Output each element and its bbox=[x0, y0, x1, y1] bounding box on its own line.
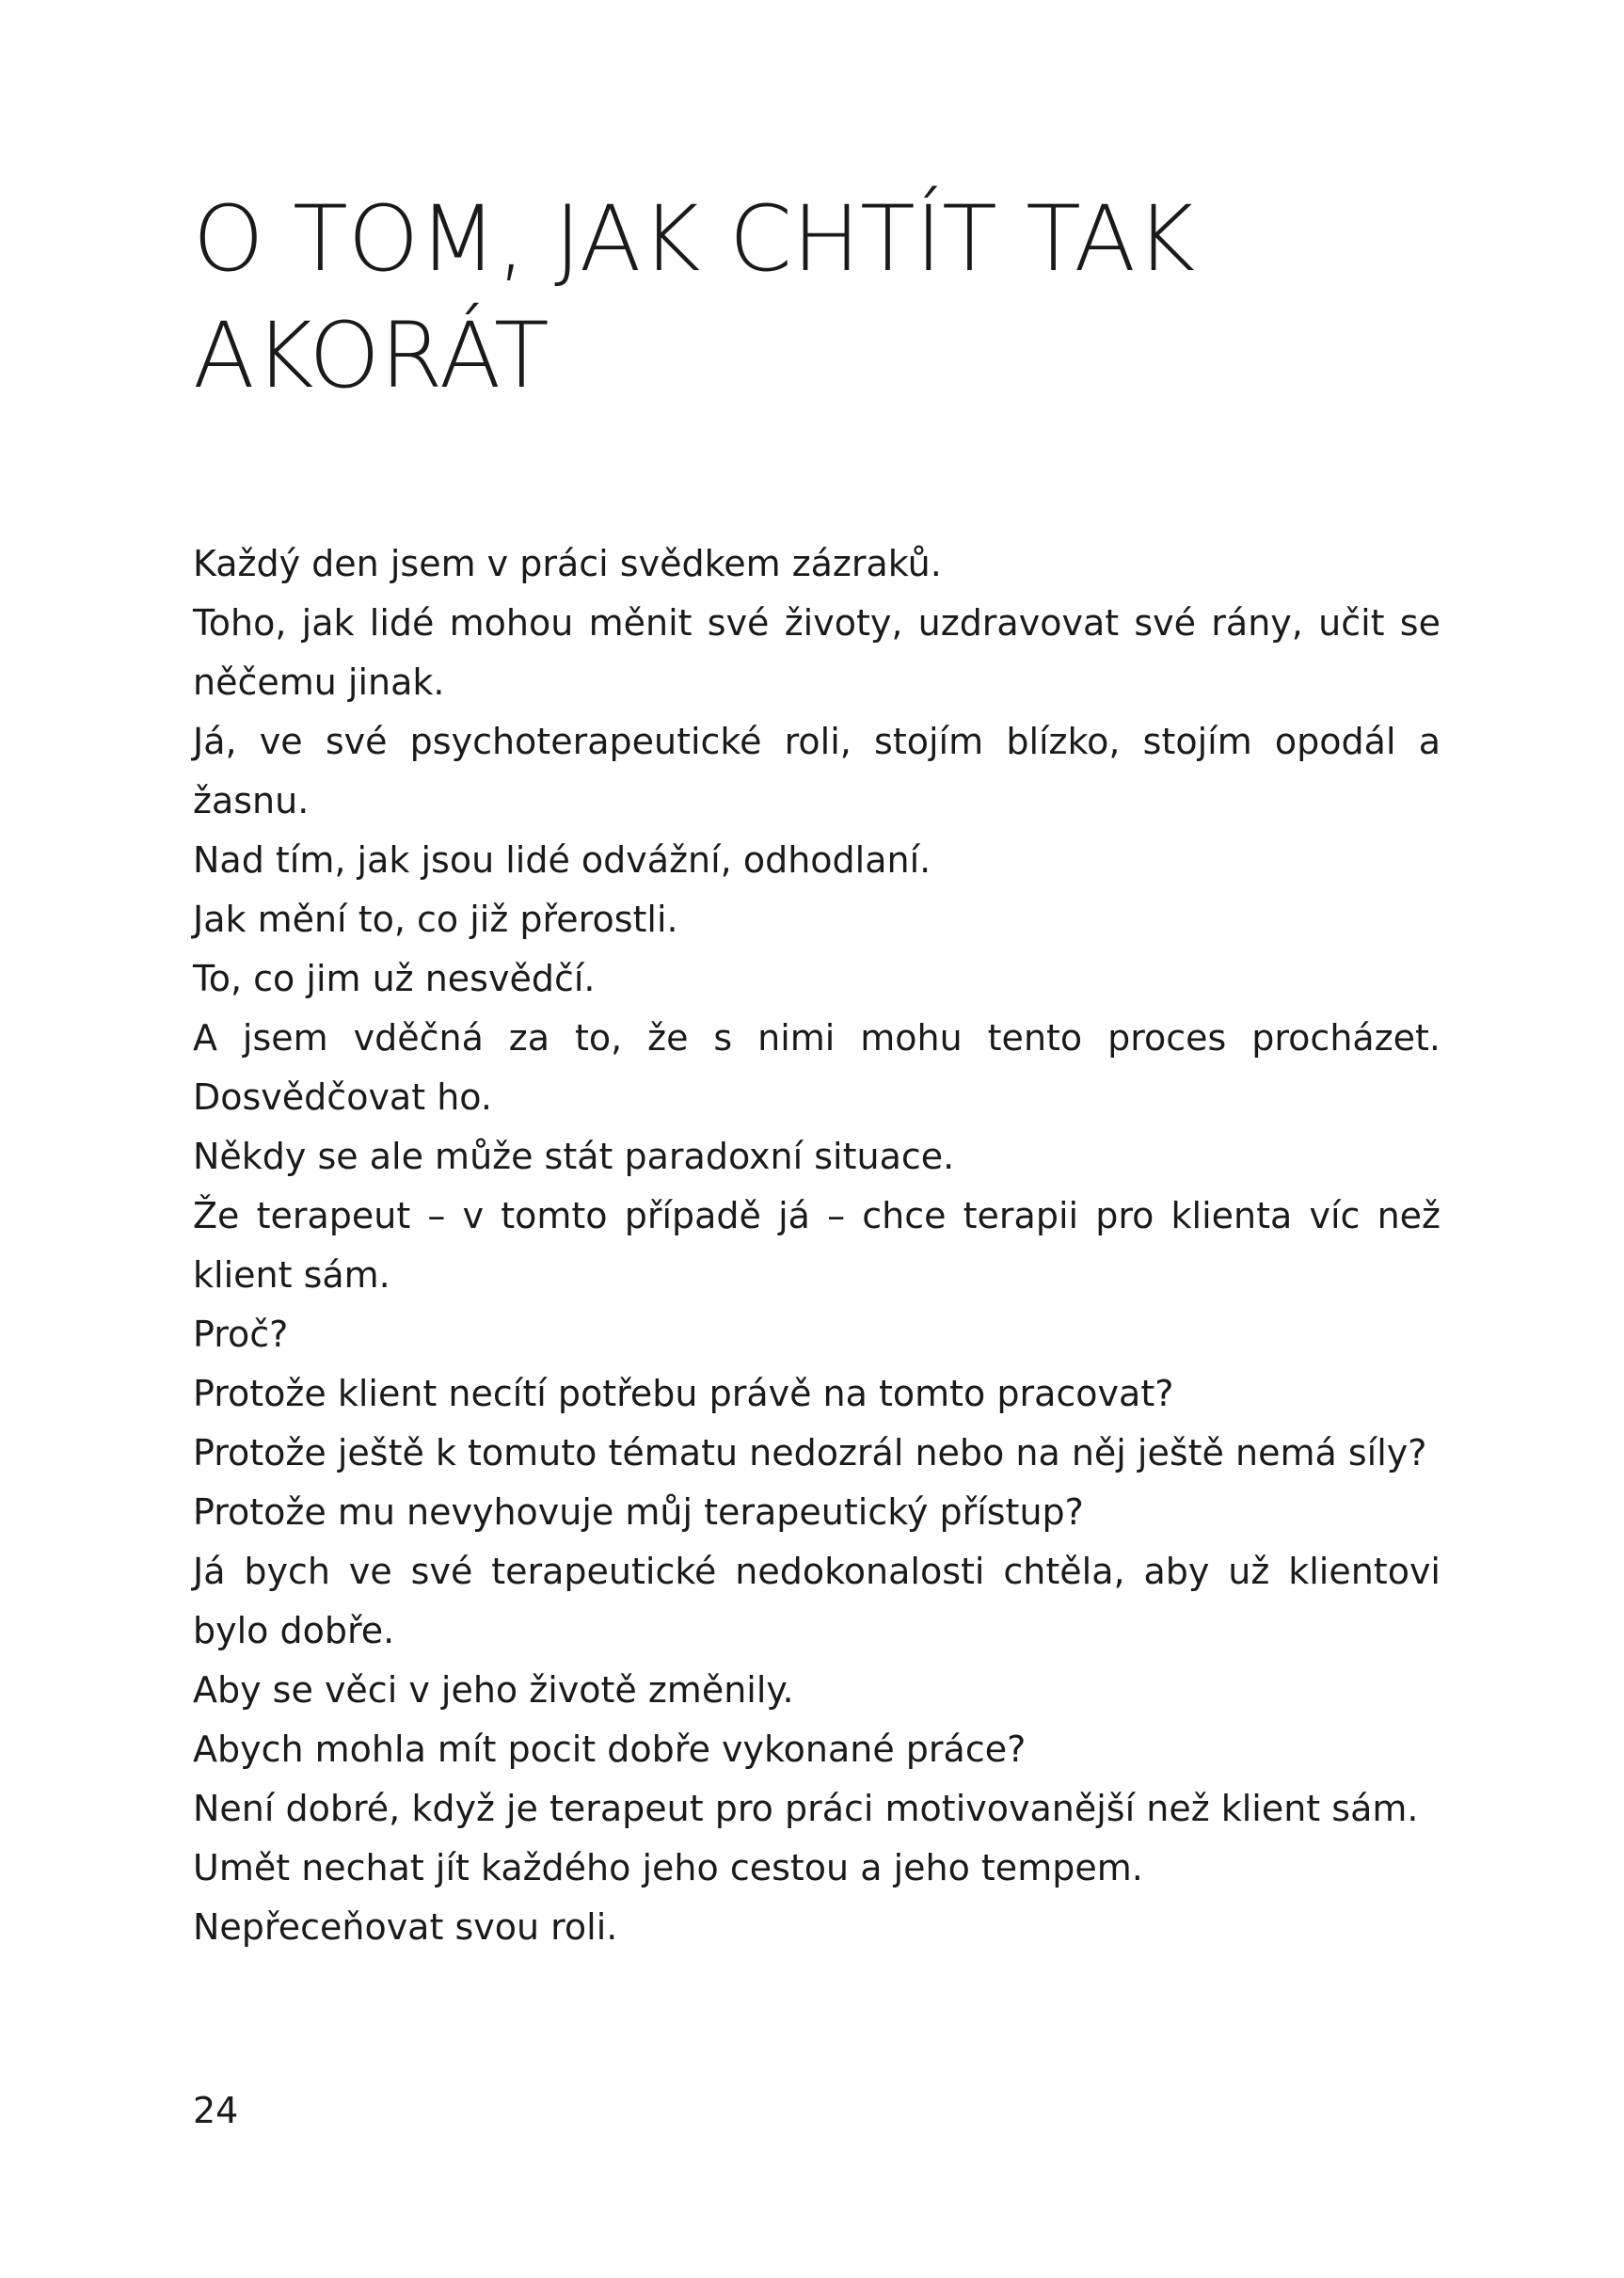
paragraph: Každý den jsem v práci svědkem zázraků. bbox=[193, 543, 942, 584]
paragraph: Protože klient necítí potřebu právě na tomto pracovat? bbox=[193, 1373, 1174, 1414]
chapter-title: O TOM, JAK CHTÍT TAK AKORÁT bbox=[193, 186, 1196, 408]
paragraph: Já, ve své psychoterapeutické roli, stojím blízko, stojím opodál a žasnu. bbox=[193, 721, 1441, 821]
paragraph: Proč? bbox=[193, 1314, 289, 1355]
page-number: 24 bbox=[193, 2090, 239, 2131]
body-text bbox=[193, 534, 1441, 1957]
paragraph: Jak mění to, co již přerostli. bbox=[193, 899, 678, 940]
paragraph: Abych mohla mít pocit dobře vykonané práce? bbox=[193, 1728, 1027, 1770]
paragraph: Protože mu nevyhovuje můj terapeutický přístup? bbox=[193, 1491, 1084, 1533]
paragraph: Já bych ve své terapeutické nedokonalosti chtěla, aby už klientovi bylo dobře. bbox=[193, 1551, 1441, 1651]
paragraph: Nepřeceňovat svou roli. bbox=[193, 1906, 618, 1948]
paragraph: Někdy se ale může stát paradoxní situace. bbox=[193, 1136, 955, 1177]
paragraph: Protože ještě k tomuto tématu nedozrál nebo na něj ještě nemá síly? bbox=[193, 1432, 1427, 1474]
paragraph: Není dobré, když je terapeut pro práci motivovanější než klient sám. bbox=[193, 1788, 1419, 1829]
paragraph: A jsem vděčná za to, že s nimi mohu tento proces procházet. Dosvědčovat ho. bbox=[193, 1017, 1441, 1118]
paragraph: Aby se věci v jeho životě změnily. bbox=[193, 1669, 794, 1711]
paragraph: Nad tím, jak jsou lidé odvážní, odhodlaní. bbox=[193, 839, 931, 881]
paragraph: Toho, jak lidé mohou měnit své životy, uzdravovat své rány, učit se něčemu jinak. bbox=[193, 602, 1441, 703]
paragraph: Že terapeut – v tomto případě já – chce terapii pro klienta víc než klient sám. bbox=[193, 1195, 1441, 1296]
paragraph: To, co jim už nesvědčí. bbox=[193, 958, 596, 999]
paragraph: Umět nechat jít každého jeho cestou a jeho tempem. bbox=[193, 1847, 1143, 1888]
